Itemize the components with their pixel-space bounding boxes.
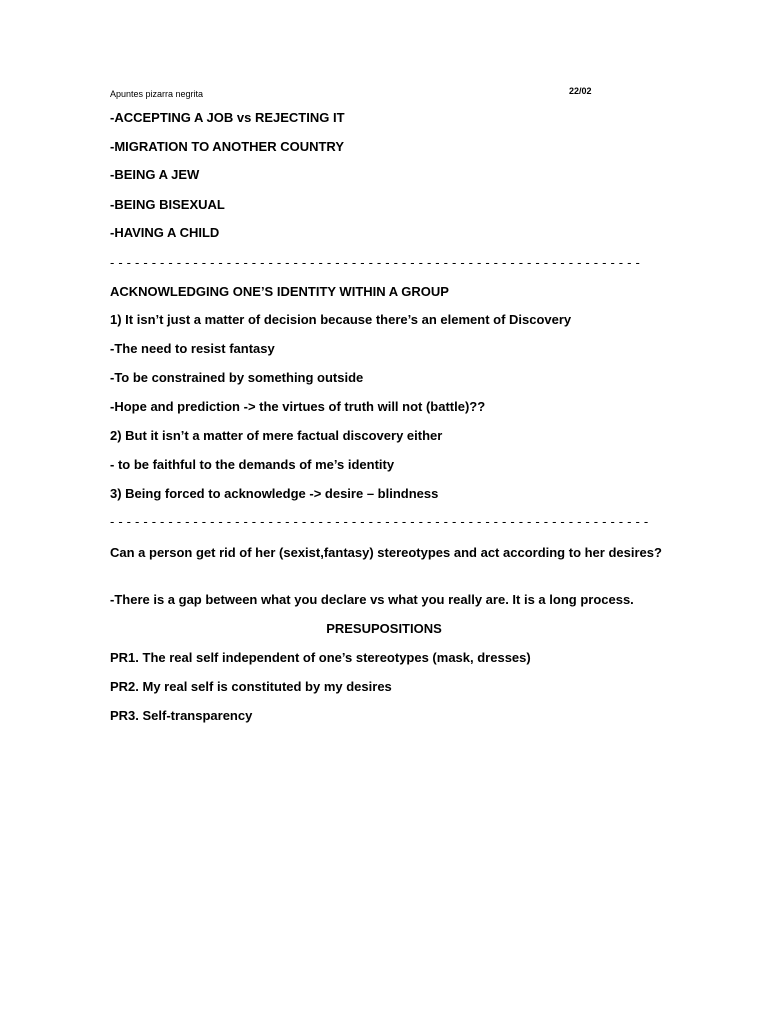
note-line: - to be faithful to the demands of me’s identity xyxy=(110,457,395,472)
separator-line: - - - - - - - - - - - - - - - - - - - - - - - - - - - - - - - - - - - - - - - - - - - - - - - - - - - - - - - - - - - - - - - - xyxy=(110,255,641,270)
topic-item: -MIGRATION TO ANOTHER COUNTRY xyxy=(110,139,344,154)
separator-line: - - - - - - - - - - - - - - - - - - - - - - - - - - - - - - - - - - - - - - - - - - - - - - - - - - - - - - - - - - - - - - - - - xyxy=(110,514,649,529)
header-title: Apuntes pizarra negrita xyxy=(110,89,204,99)
header-date: 22/02 xyxy=(569,86,592,96)
note-line: 2) But it isn’t a matter of mere factual discovery either xyxy=(110,428,443,443)
answer-text: -There is a gap between what you declare vs what you really are. It is a long process. xyxy=(110,592,634,607)
note-line: -The need to resist fantasy xyxy=(110,341,275,356)
presupposition-item: PR1. The real self independent of one’s stereotypes (mask, dresses) xyxy=(110,650,531,665)
presupposition-item: PR2. My real self is constituted by my desires xyxy=(110,679,392,694)
note-line: -To be constrained by something outside xyxy=(110,370,364,385)
topic-item: -ACCEPTING A JOB vs REJECTING IT xyxy=(110,110,345,125)
topic-item: -BEING A JEW xyxy=(110,167,200,182)
note-line: -Hope and prediction -> the virtues of truth will not (battle)?? xyxy=(110,399,486,414)
note-line: 3) Being forced to acknowledge -> desire – blindness xyxy=(110,486,439,501)
note-line: 1) It isn’t just a matter of decision because there’s an element of Discovery xyxy=(110,312,572,327)
section-title: ACKNOWLEDGING ONE’S IDENTITY WITHIN A GROUP xyxy=(110,284,449,299)
topic-item: -HAVING A CHILD xyxy=(110,225,220,240)
topic-item: -BEING BISEXUAL xyxy=(110,197,225,212)
presupposition-item: PR3. Self-transparency xyxy=(110,708,253,723)
presuppositions-heading: PRESUPOSITIONS xyxy=(326,621,442,636)
question-text: Can a person get rid of her (sexist,fantasy) stereotypes and act according to her desires? xyxy=(110,545,662,560)
